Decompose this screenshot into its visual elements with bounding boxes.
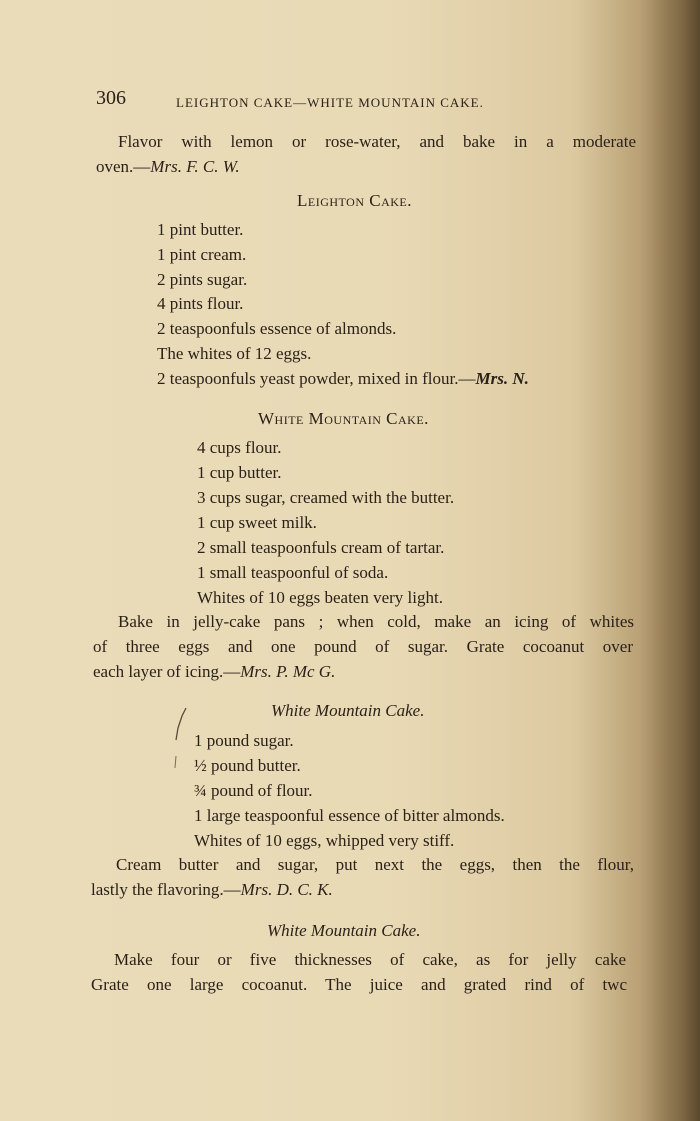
- recipe-title-white-mountain-2: White Mountain Cake.: [271, 701, 425, 720]
- instruction-line: Bake in jelly-cake pans ; when cold, make an icing of whites: [118, 612, 634, 631]
- ingredient: ½ pound butter.: [194, 756, 301, 775]
- intro-line-1: Flavor with lemon or rose-water, and bake in a moderate: [118, 132, 636, 151]
- instruction-line: Grate one large cocoanut. The juice and grated rind of twc: [91, 975, 627, 994]
- ingredient: 3 cups sugar, creamed with the butter.: [197, 488, 455, 507]
- instruction-line: of three eggs and one pound of sugar. Grate cocoanut over: [93, 637, 633, 656]
- recipe-title-white-mountain-1: White Mountain Cake.: [258, 409, 429, 428]
- ingredient-text: 2 teaspoonfuls yeast powder, mixed in flour.—: [157, 369, 476, 388]
- signature: Mrs. F. C. W.: [150, 157, 240, 176]
- ingredient: 1 pound sugar.: [194, 731, 294, 750]
- recipe-title-leighton: Leighton Cake.: [297, 191, 412, 210]
- ingredient: 1 pint butter.: [157, 220, 244, 239]
- instruction-line-last: [91, 879, 333, 901]
- ingredient: 1 small teaspoonful of soda.: [197, 563, 389, 582]
- signature: Mrs. N.: [475, 369, 529, 388]
- ingredient-last: [157, 368, 529, 390]
- signature: Mrs. D. C. K.: [240, 880, 333, 899]
- ingredient: The whites of 12 eggs.: [157, 344, 312, 363]
- signature: Mrs. P. Mc G.: [240, 662, 336, 681]
- ingredient: Whites of 10 eggs, whipped very stiff.: [194, 831, 455, 850]
- ingredient: 2 small teaspoonfuls cream of tartar.: [197, 538, 445, 557]
- ingredient: ¾ pound of flour.: [194, 781, 313, 800]
- instruction-line: Cream butter and sugar, put next the eggs, then the flour,: [116, 855, 634, 874]
- ingredient: 1 cup sweet milk.: [197, 513, 317, 532]
- ingredient: Whites of 10 eggs beaten very light.: [197, 588, 443, 607]
- recipe-title-white-mountain-3: White Mountain Cake.: [267, 921, 421, 940]
- ingredient: 4 pints flour.: [157, 294, 244, 313]
- instruction-line-last: [93, 661, 335, 683]
- ingredient: 1 cup butter.: [197, 463, 282, 482]
- running-title: LEIGHTON CAKE—WHITE MOUNTAIN CAKE.: [176, 95, 484, 110]
- instruction-text: each layer of icing.—: [93, 662, 241, 681]
- ingredient: 1 pint cream.: [157, 245, 247, 264]
- ingredient: 1 large teaspoonful essence of bitter almonds.: [194, 806, 505, 825]
- page-number: 306: [96, 87, 126, 109]
- ingredient: 2 teaspoonfuls essence of almonds.: [157, 319, 397, 338]
- ingredient: 4 cups flour.: [197, 438, 282, 457]
- intro-line-2: [96, 156, 240, 178]
- instruction-line: Make four or five thicknesses of cake, as for jelly cake: [114, 950, 626, 969]
- ingredient: 2 pints sugar.: [157, 270, 248, 289]
- instruction-text: lastly the flavoring.—: [91, 880, 241, 899]
- intro-line-2-text: oven.—: [96, 157, 151, 176]
